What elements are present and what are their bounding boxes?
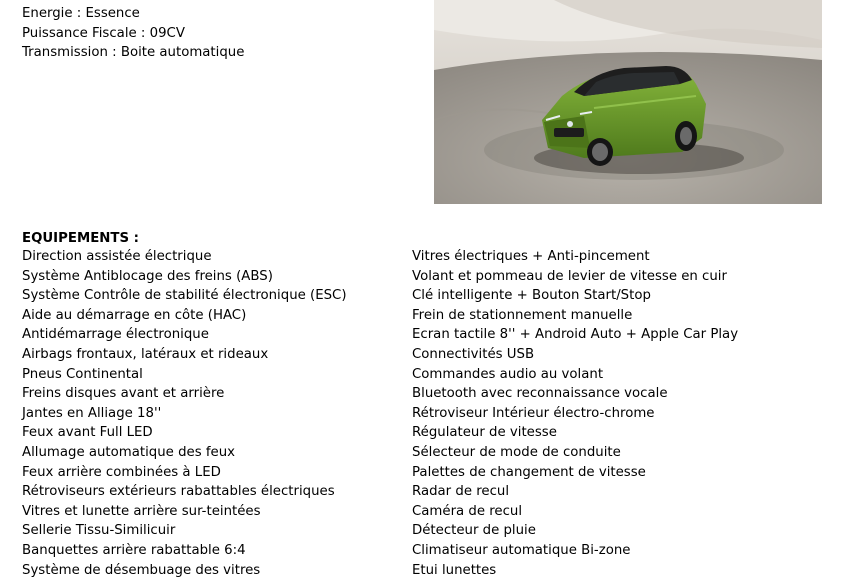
list-item: Système de désembuage des vitres bbox=[22, 561, 347, 580]
list-item: Caméra de recul bbox=[412, 502, 738, 522]
list-item: Rétroviseurs extérieurs rabattables électriques bbox=[22, 482, 347, 502]
list-item: Rétroviseur Intérieur électro-chrome bbox=[412, 404, 738, 424]
spec-energie: Energie : Essence bbox=[22, 4, 244, 24]
list-item: Pneus Continental bbox=[22, 365, 347, 385]
list-item: Climatiseur automatique Bi-zone bbox=[412, 541, 738, 561]
list-item: Régulateur de vitesse bbox=[412, 423, 738, 443]
list-item: Radar de recul bbox=[412, 482, 738, 502]
list-item: Freins disques avant et arrière bbox=[22, 384, 347, 404]
list-item: Frein de stationnement manuelle bbox=[412, 306, 738, 326]
equipements-heading: EQUIPEMENTS : bbox=[22, 229, 139, 249]
list-item: Commandes audio au volant bbox=[412, 365, 738, 385]
spec-list bbox=[22, 4, 244, 63]
list-item: Sélecteur de mode de conduite bbox=[412, 443, 738, 463]
list-item: Système Antiblocage des freins (ABS) bbox=[22, 267, 347, 287]
list-item: Volant et pommeau de levier de vitesse en cuir bbox=[412, 267, 738, 287]
list-item: Direction assistée électrique bbox=[22, 247, 347, 267]
list-item: Ecran tactile 8'' + Android Auto + Apple Car Play bbox=[412, 325, 738, 345]
equipements-right-column bbox=[412, 247, 738, 580]
equipements-left-column bbox=[22, 247, 347, 580]
list-item: Vitres et lunette arrière sur-teintées bbox=[22, 502, 347, 522]
list-item: Palettes de changement de vitesse bbox=[412, 463, 738, 483]
car-illustration bbox=[434, 0, 822, 204]
list-item: Allumage automatique des feux bbox=[22, 443, 347, 463]
list-item: Antidémarrage électronique bbox=[22, 325, 347, 345]
spec-puissance-fiscale: Puissance Fiscale : 09CV bbox=[22, 24, 244, 44]
list-item: Feux avant Full LED bbox=[22, 423, 347, 443]
list-item: Banquettes arrière rabattable 6:4 bbox=[22, 541, 347, 561]
list-item: Feux arrière combinées à LED bbox=[22, 463, 347, 483]
list-item: Bluetooth avec reconnaissance vocale bbox=[412, 384, 738, 404]
list-item: Etui lunettes bbox=[412, 561, 738, 580]
list-item: Vitres électriques + Anti-pincement bbox=[412, 247, 738, 267]
spec-transmission: Transmission : Boite automatique bbox=[22, 43, 244, 63]
car-photo bbox=[434, 0, 822, 204]
list-item: Aide au démarrage en côte (HAC) bbox=[22, 306, 347, 326]
list-item: Jantes en Alliage 18'' bbox=[22, 404, 347, 424]
list-item: Airbags frontaux, latéraux et rideaux bbox=[22, 345, 347, 365]
list-item: Sellerie Tissu-Similicuir bbox=[22, 521, 347, 541]
list-item: Connectivités USB bbox=[412, 345, 738, 365]
list-item: Système Contrôle de stabilité électronique (ESC) bbox=[22, 286, 347, 306]
list-item: Détecteur de pluie bbox=[412, 521, 738, 541]
list-item: Clé intelligente + Bouton Start/Stop bbox=[412, 286, 738, 306]
